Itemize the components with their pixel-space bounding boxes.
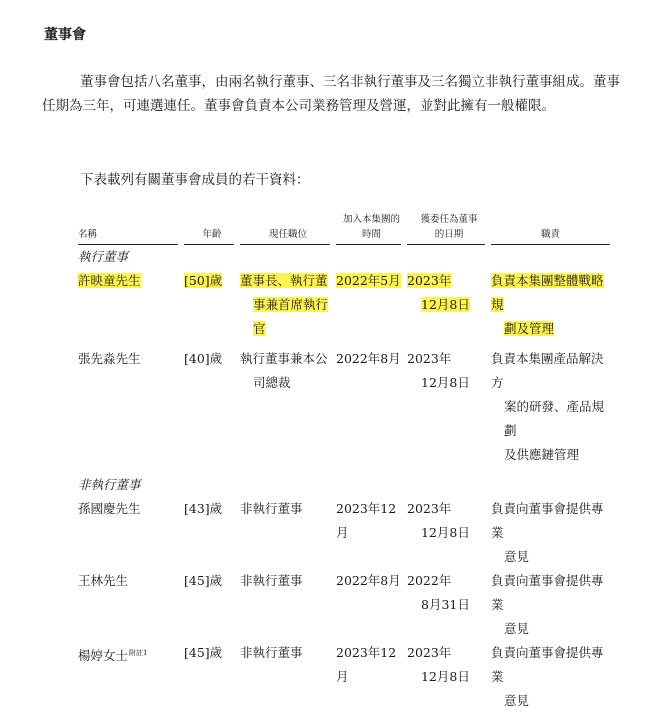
member-position <box>240 347 336 467</box>
member-position <box>240 269 336 341</box>
member-appointment-date <box>407 269 491 341</box>
member-join-date <box>336 269 407 341</box>
member-age: [43]歲 <box>184 501 223 516</box>
paragraph-text: 董事會包括八名董事，由兩名執行董事、三名非執行董事及三名獨立非執行董事組成。董事任期為三年，可連選連任。董事會負責本公司業務管理及營運，並對此擁有一般權限。 <box>42 74 620 114</box>
table-header-row <box>78 212 610 245</box>
member-duties <box>491 569 610 641</box>
appoint-month-day: 12月8日 <box>421 669 470 684</box>
appoint-month-day: 12月8日 <box>421 297 470 312</box>
member-appointment-date <box>407 641 491 713</box>
appoint-month-day: 8月31日 <box>421 597 470 612</box>
member-name: 王林先生 <box>78 573 129 588</box>
appoint-year: 2022年 <box>407 573 452 588</box>
member-duties <box>491 641 610 713</box>
duty-line: 負責向董事會提供專業 <box>491 645 604 684</box>
table-row <box>78 569 610 641</box>
member-appointment-date <box>407 569 491 641</box>
duty-line: 劃及管理 <box>504 321 555 336</box>
appoint-year: 2023年 <box>407 501 452 516</box>
member-duties <box>491 269 610 341</box>
member-age-text: [50]歲 <box>184 273 223 288</box>
position-line: 司總裁 <box>253 375 291 390</box>
duty-line: 意見 <box>504 693 530 708</box>
appoint-year: 2023年 <box>407 645 452 660</box>
header-appointment-date <box>407 212 491 245</box>
appoint-month-day: 12月8日 <box>421 525 470 540</box>
header-appoint-line2: 的日期 <box>434 229 464 240</box>
member-position: 非執行董事 <box>240 501 303 516</box>
member-appointment-date <box>407 347 491 467</box>
header-join-line1: 加入本集團的 <box>342 214 400 225</box>
member-duties <box>491 497 610 569</box>
member-position: 非執行董事 <box>240 573 303 588</box>
header-appoint-line1: 獲委任為董事 <box>420 214 478 225</box>
appoint-year: 2023年 <box>407 351 452 366</box>
member-name-text: 許映童先生 <box>78 273 141 288</box>
duty-line: 負責本集團整體戰略規 <box>491 273 604 312</box>
group-row-non-executive <box>78 467 610 497</box>
header-age: 年齡 <box>184 212 240 245</box>
member-position: 非執行董事 <box>240 645 303 660</box>
member-name: 張先淼先生 <box>78 351 141 366</box>
appoint-year: 2023年 <box>407 273 452 288</box>
duty-line: 負責本集團產品解決方 <box>491 351 604 390</box>
group-label-non-executive: 非執行董事 <box>78 477 141 492</box>
member-join-date: 2022年8月 <box>336 351 401 366</box>
table-intro: 下表載列有關董事會成員的若干資料： <box>80 172 310 188</box>
header-position: 現任職位 <box>240 212 336 245</box>
table-row <box>78 347 610 467</box>
header-join-date <box>336 212 407 245</box>
duty-line: 案的研發、產品規劃 <box>504 399 605 438</box>
position-line: 事兼首席執行 <box>253 297 329 312</box>
appoint-month-day: 12月8日 <box>421 375 470 390</box>
member-join-date: 2023年12月 <box>336 645 397 684</box>
member-name-text: 楊婷女士 <box>78 648 129 664</box>
group-label-executive: 執行董事 <box>78 249 129 264</box>
board-description-paragraph <box>42 70 620 118</box>
group-row-executive <box>78 245 610 269</box>
header-join-line2: 時間 <box>361 229 381 240</box>
join-date-text: 2022年5月 <box>336 273 401 288</box>
member-join-date: 2023年12月 <box>336 501 397 540</box>
section-title: 董事會 <box>44 27 86 43</box>
member-join-date: 2022年8月 <box>336 573 401 588</box>
member-name: 孫國慶先生 <box>78 501 141 516</box>
member-name <box>78 269 184 341</box>
member-age <box>184 269 240 341</box>
board-members-table <box>78 212 610 713</box>
header-name: 名稱 <box>78 212 184 245</box>
duty-line: 及供應鏈管理 <box>504 447 580 462</box>
duty-line: 負責向董事會提供專業 <box>491 501 604 540</box>
header-duties: 職責 <box>491 212 610 245</box>
duty-line: 意見 <box>504 549 530 564</box>
name-footnote-marker: 附註1 <box>129 649 148 657</box>
duty-line: 負責向董事會提供專業 <box>491 573 604 612</box>
member-age: [45]歲 <box>184 645 223 660</box>
table-row <box>78 269 610 341</box>
position-line: 執行董事兼本公 <box>240 351 328 366</box>
duty-line: 意見 <box>504 621 530 636</box>
table-row <box>78 641 610 713</box>
table-row <box>78 497 610 569</box>
member-appointment-date <box>407 497 491 569</box>
member-name <box>78 641 184 713</box>
member-age: [45]歲 <box>184 573 223 588</box>
member-duties <box>491 347 610 467</box>
position-line: 官 <box>253 321 266 336</box>
member-age: [40]歲 <box>184 351 223 366</box>
position-line: 董事長、執行董 <box>240 273 328 288</box>
